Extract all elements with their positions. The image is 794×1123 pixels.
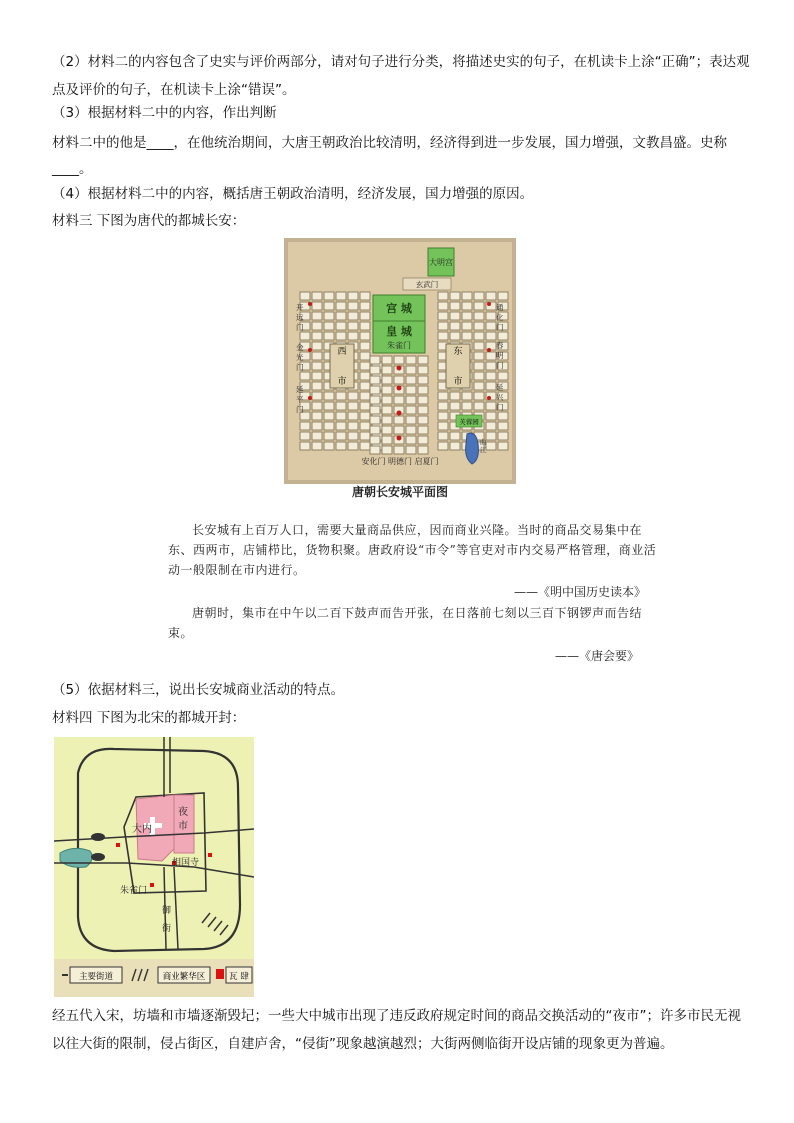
ward-block [462, 392, 472, 400]
ward-block [360, 352, 370, 360]
ward-block [462, 302, 472, 310]
ward-block [406, 386, 416, 394]
ward-block [312, 342, 322, 350]
ward-block [360, 442, 370, 450]
ward-block [312, 392, 322, 400]
ward-block [438, 332, 448, 340]
ward-block [450, 402, 460, 410]
ward-block [474, 342, 484, 350]
ward-block [324, 442, 334, 450]
ward-block [324, 302, 334, 310]
ward-block [486, 422, 496, 430]
ward-block [348, 412, 358, 420]
ward-block [312, 352, 322, 360]
ward-block [382, 426, 392, 434]
ward-block [406, 436, 416, 444]
east-market-label: 市 [453, 377, 463, 387]
ward-block [474, 392, 484, 400]
ward-block [450, 392, 460, 400]
ward-block [450, 292, 460, 300]
ward-block [348, 432, 358, 440]
ward-block [394, 396, 404, 404]
ward-block [324, 412, 334, 420]
ward-block [450, 432, 460, 440]
ward-block [418, 356, 428, 364]
huangcheng-label: 皇 城 [386, 325, 412, 338]
question-5: （5）依据材料三，说出长安城商业活动的特点。 [52, 682, 345, 698]
ward-block [312, 332, 322, 340]
ward-block [418, 426, 428, 434]
legend-wasi: 瓦 肆 [229, 972, 249, 982]
ward-block [348, 302, 358, 310]
ward-block [486, 412, 496, 420]
ward-block [418, 406, 428, 414]
legend-commercial: 商业繁华区 [162, 972, 206, 982]
changan-map-caption: 唐朝长安城平面图 [351, 485, 449, 499]
ward-block [360, 392, 370, 400]
ward-block [300, 332, 310, 340]
ward-block [418, 396, 428, 404]
ward-block [370, 426, 380, 434]
ward-block [312, 402, 322, 410]
ward-block [438, 432, 448, 440]
ward-block [394, 446, 404, 454]
ward-block [312, 362, 322, 370]
ward-block [348, 422, 358, 430]
yanpingmen-label: 延平门 [296, 385, 304, 414]
ward-block [498, 332, 508, 340]
ward-block [474, 362, 484, 370]
ward-block [486, 372, 496, 380]
ward-block [312, 322, 322, 330]
ward-block [406, 406, 416, 414]
ward-block [348, 402, 358, 410]
ward-block [336, 322, 346, 330]
west-market-label: 市 [337, 377, 347, 387]
ward-block [462, 402, 472, 410]
ward-block [450, 302, 460, 310]
ward-block [360, 402, 370, 410]
ward-block [300, 372, 310, 380]
ward-block [474, 312, 484, 320]
ward-block [450, 442, 460, 450]
danei-label: 大内 [132, 824, 152, 835]
ward-block [370, 356, 380, 364]
ward-block [348, 332, 358, 340]
ward-block [312, 382, 322, 390]
ward-block [486, 312, 496, 320]
ward-block [406, 446, 416, 454]
ward-block [324, 292, 334, 300]
question-3: （3）根据材料二中的内容，作出判断 [52, 105, 277, 121]
ward-block [360, 332, 370, 340]
yeshi-label: 夜市 [178, 807, 188, 832]
legend-main-street: 主要街道 [78, 972, 114, 982]
xiangguosi-label: 相国寺 [172, 858, 200, 868]
ward-block [462, 292, 472, 300]
ward-block [300, 442, 310, 450]
ward-block [438, 442, 448, 450]
ward-block [438, 392, 448, 400]
ward-block [370, 446, 380, 454]
ward-block [462, 312, 472, 320]
material-4-text: 经五代入宋，坊墙和市墙逐渐毁圮；一些大中城市出现了违反政府规定时间的商品交换活动的“夜市”；许多市民无视以往大街的限制，侵占街区，自建庐舍，“侵街”现象越演越烈；大街两侧临街开设店铺的现象更为普遍。 [52, 1008, 741, 1052]
daminggong-label: 大明宫 [429, 258, 453, 267]
ward-block [324, 322, 334, 330]
ward-block [360, 322, 370, 330]
ward-block [336, 332, 346, 340]
ward-block [498, 442, 508, 450]
ward-block [418, 416, 428, 424]
ward-block [360, 342, 370, 350]
ward-block [498, 412, 508, 420]
ward-block [336, 402, 346, 410]
ward-block [438, 412, 448, 420]
ward-block [360, 292, 370, 300]
ward-block [360, 302, 370, 310]
ward-block [312, 292, 322, 300]
ward-block [360, 422, 370, 430]
ward-block [382, 436, 392, 444]
ward-block [312, 422, 322, 430]
ward-block [462, 332, 472, 340]
ward-block [498, 292, 508, 300]
ward-block [486, 292, 496, 300]
ward-block [336, 422, 346, 430]
ward-block [474, 352, 484, 360]
ward-block [394, 426, 404, 434]
ward-block [300, 422, 310, 430]
ward-block [474, 382, 484, 390]
ward-block [312, 432, 322, 440]
ward-block [370, 416, 380, 424]
ward-block [360, 312, 370, 320]
ward-block [418, 436, 428, 444]
ward-block [406, 356, 416, 364]
ward-block [406, 376, 416, 384]
ward-block [486, 362, 496, 370]
ward-block [394, 416, 404, 424]
zhuquemen-label: 朱雀门 [387, 341, 411, 350]
quote-2-source: ——《唐会要》 [555, 649, 640, 663]
ward-block [312, 302, 322, 310]
ward-block [418, 446, 428, 454]
ward-block [438, 302, 448, 310]
ward-block [438, 322, 448, 330]
ward-block [312, 412, 322, 420]
ward-block [324, 392, 334, 400]
yujie-label: 御街 [162, 906, 172, 934]
ward-block [348, 322, 358, 330]
ward-block [382, 446, 392, 454]
ward-block [336, 412, 346, 420]
ward-block [382, 386, 392, 394]
ward-block [360, 382, 370, 390]
ward-block [406, 366, 416, 374]
chunmingmen-label: 春明门 [496, 341, 504, 370]
yanxingmen-label: 延兴门 [496, 383, 504, 412]
ward-block [462, 322, 472, 330]
ward-block [486, 352, 496, 360]
ward-block [486, 402, 496, 410]
ward-block [406, 396, 416, 404]
ward-block [370, 396, 380, 404]
ward-block [418, 366, 428, 374]
kaiyuanmen-label: 开远门 [296, 303, 304, 332]
ward-block [438, 422, 448, 430]
ward-block [486, 442, 496, 450]
ward-block [348, 442, 358, 450]
ward-block [486, 322, 496, 330]
jinguangmen-label: 金光门 [296, 343, 304, 372]
question-2: （2）材料二的内容包含了史实与评价两部分，请对句子进行分类，将描述史实的句子，在机读卡上涂“正确”；表达观点及评价的句子，在机读卡上涂“错误”。 [52, 54, 750, 98]
ward-block [394, 376, 404, 384]
ward-block [474, 302, 484, 310]
ward-block [394, 356, 404, 364]
ward-block [498, 422, 508, 430]
ward-block [474, 292, 484, 300]
ward-block [370, 366, 380, 374]
ward-block [382, 356, 392, 364]
east-label: 东 [453, 347, 463, 357]
ward-block [336, 302, 346, 310]
ward-block [438, 402, 448, 410]
ward-block [450, 312, 460, 320]
ward-block [300, 292, 310, 300]
ward-block [382, 376, 392, 384]
kaifeng-map [54, 737, 254, 997]
ward-block [450, 322, 460, 330]
ward-block [312, 372, 322, 380]
south-gates-label: 安化门 明德门 启夏门 [361, 457, 439, 466]
ward-block [324, 422, 334, 430]
ward-block [450, 332, 460, 340]
ward-block [406, 416, 416, 424]
ward-block [382, 396, 392, 404]
ward-block [324, 432, 334, 440]
ward-block [336, 312, 346, 320]
ward-block [382, 416, 392, 424]
xuanwumen-label: 玄武门 [415, 280, 439, 289]
ward-block [382, 366, 392, 374]
question-4: （4）根据材料二中的内容，概括唐王朝政治清明，经济发展，国力增强的原因。 [52, 186, 534, 202]
ward-block [360, 432, 370, 440]
ward-block [498, 432, 508, 440]
ward-block [360, 372, 370, 380]
ward-block [382, 406, 392, 414]
ward-block [336, 432, 346, 440]
ward-block [418, 386, 428, 394]
ward-block [498, 372, 508, 380]
ward-block [438, 292, 448, 300]
ward-block [438, 312, 448, 320]
ward-block [370, 436, 380, 444]
changan-map [284, 238, 516, 502]
ward-block [336, 292, 346, 300]
ward-block [312, 312, 322, 320]
ward-block [360, 412, 370, 420]
ward-block [324, 402, 334, 410]
ward-block [418, 376, 428, 384]
ward-block [300, 432, 310, 440]
furongyuan-label: 芙蓉园 [459, 418, 479, 426]
ward-block [474, 372, 484, 380]
ward-block [348, 312, 358, 320]
zhuquemen-kf-label: 朱雀门 [120, 886, 148, 896]
ward-block [486, 432, 496, 440]
quote-1-source: ——《明中国历史读本》 [514, 585, 647, 599]
ward-block [370, 406, 380, 414]
gongcheng-label: 宫 城 [386, 302, 412, 315]
question-3-body: 材料二中的他是____，在他统治期间，大唐王朝政治比较清明，经济得到进一步发展，国力增强，文教昌盛。史称____。 [52, 135, 727, 177]
ward-block [486, 332, 496, 340]
quote-1: 长安城有上百万人口，需要大量商品供应，因而商业兴隆。当时的商品交易集中在东、西两市，店铺栉比，货物积聚。唐政府设“市令”等官吏对市内交易严格管理，商业活动一般限制在市内进行。 [168, 523, 657, 577]
ward-block [486, 382, 496, 390]
ward-block [474, 322, 484, 330]
material-3-intro: 材料三 下图为唐代的都城长安： [52, 213, 246, 229]
ward-block [324, 332, 334, 340]
ward-block [360, 362, 370, 370]
west-label: 西 [337, 347, 347, 357]
tonghuamen-label: 通化门 [496, 303, 504, 332]
ward-block [336, 442, 346, 450]
ward-block [474, 402, 484, 410]
ward-block [348, 292, 358, 300]
ward-block [312, 442, 322, 450]
quote-2: 唐朝时，集市在中午以二百下鼓声而告开张，在日落前七刻以三百下钢锣声而告结束。 [168, 606, 643, 640]
ward-block [406, 426, 416, 434]
ward-block [324, 312, 334, 320]
qujiang-label: 曲江 [480, 438, 487, 454]
ward-block [370, 376, 380, 384]
ward-block [474, 332, 484, 340]
ward-block [370, 386, 380, 394]
ward-block [348, 392, 358, 400]
ward-block [336, 392, 346, 400]
material-4-intro: 材料四 下图为北宋的都城开封： [52, 710, 246, 726]
